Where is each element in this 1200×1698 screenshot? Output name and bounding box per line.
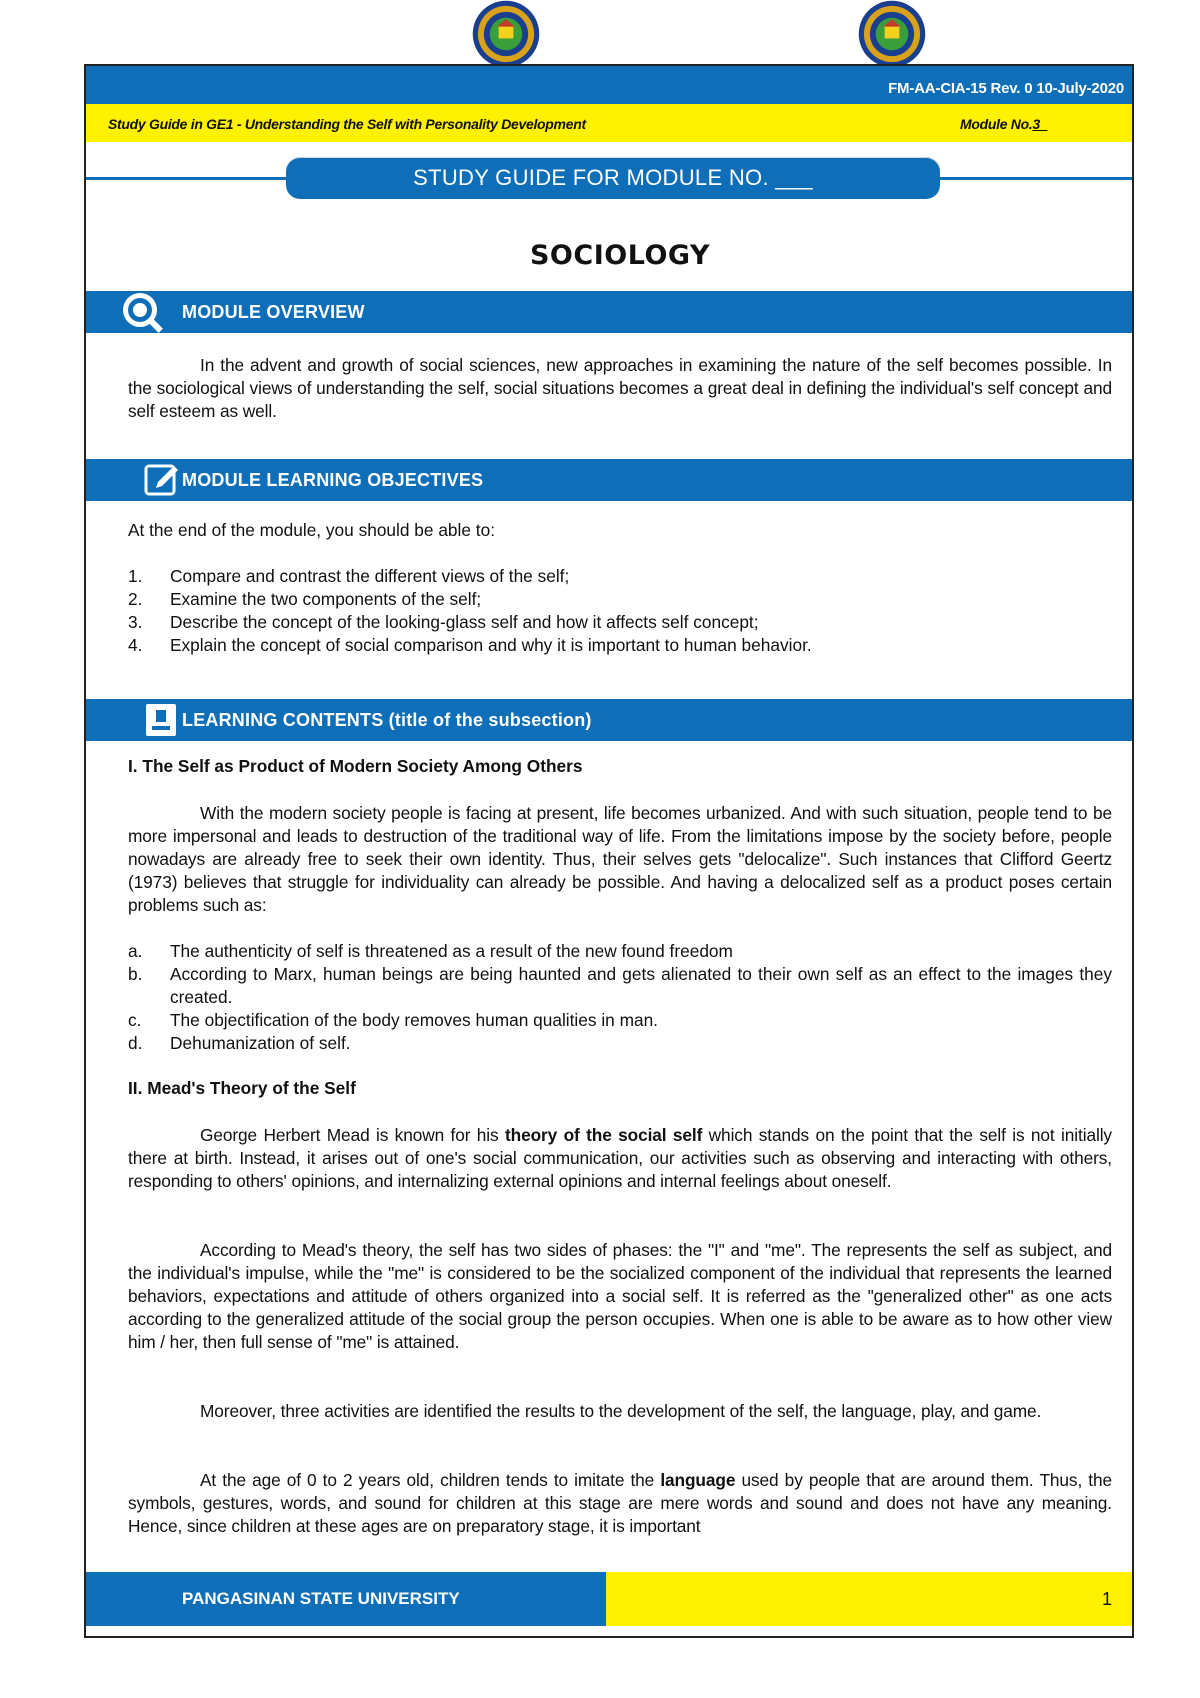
section-1-paragraph: With the modern society people is facing at present, life becomes urbanized. And with such situation, people tend to be more impersonal and leads to destruction of the traditional way of life. From the limitations impose by the society before, people nowadays are already free to seek their own identity. Thus, their selves gets "delocalize". Such instances that Clifford Geertz (1973) believes that struggle for individuality can already be possible. And having a delocalized self as a product poses certain problems such as:: [128, 803, 1112, 915]
banner-line-right: [940, 177, 1132, 180]
section-2-paragraph-3: Moreover, three activities are identified the results to the development of the self, the language, play, and game.: [200, 1401, 1042, 1421]
list-item: c. The objectification of the body removes human qualities in man.: [128, 1010, 658, 1030]
objectives-intro: At the end of the module, you should be able to:: [128, 520, 496, 540]
university-name: PANGASINAN STATE UNIVERSITY: [182, 1589, 460, 1608]
overview-paragraph: In the advent and growth of social sciences, new approaches in examining the nature of the self becomes possible. In the sociological views of understanding the self, social situations becomes a great deal in defining the individual's self concept and self esteem as well.: [128, 355, 1112, 421]
university-seal-right: [846, 0, 938, 68]
magnifier-icon: [120, 290, 170, 339]
list-item: a. The authenticity of self is threatened as a result of the new found freedom: [128, 941, 733, 961]
university-seal-left: [460, 0, 552, 68]
list-item: 3. Describe the concept of the looking-glass self and how it affects self concept;: [128, 612, 759, 632]
list-item: d. Dehumanization of self.: [128, 1033, 351, 1053]
list-item: 2. Examine the two components of the self;: [128, 589, 482, 609]
page-number: 1: [1101, 1589, 1112, 1609]
objectives-list: [128, 565, 1112, 657]
section-2-paragraph-2: According to Mead's theory, the self has two sides of phases: the "I" and "me". The represents the self as subject, and the individual's impulse, while the "me" is considered to be the socialized component of the individual that represents the learned behaviors, expectations and attitude of others organized into a social self. It is referred as the "generalized other" as one acts according to the generalized attitude of the social group the person occupies. When one is able to be aware as to how other view him / her, then full sense of "me" is attained.: [128, 1240, 1112, 1352]
form-code: FM-AA-CIA-15 Rev. 0 10-July-2020: [888, 80, 1124, 97]
study-guide-title: Study Guide in GE1 - Understanding the Self with Personality Development: [108, 116, 586, 132]
section-2-title: II. Mead's Theory of the Self: [128, 1078, 356, 1098]
list-item: 4. Explain the concept of social comparison and why it is important to human behavior.: [128, 635, 812, 655]
list-item: b. According to Marx, human beings are being haunted and gets alienated to their own self as an effect to the images they created.: [128, 964, 1112, 1007]
pencil-edit-icon: [144, 462, 180, 503]
problems-list: [128, 940, 1112, 1055]
learning-contents-heading: LEARNING CONTENTS (title of the subsection): [182, 710, 592, 730]
document-icon: [144, 702, 180, 743]
module-number: Module No.3_: [960, 116, 1048, 132]
page-title: SOCIOLOGY: [529, 240, 711, 271]
list-item: 1. Compare and contrast the different views of the self;: [128, 566, 570, 586]
banner-line-left: [86, 177, 286, 180]
learning-objectives-heading: MODULE LEARNING OBJECTIVES: [182, 470, 484, 490]
module-overview-heading: MODULE OVERVIEW: [182, 302, 365, 322]
section-2-paragraph-4: At the age of 0 to 2 years old, children tends to imitate the language used by people that are around them. Thus, the symbols, gestures, words, and sound for children at this stage are mere words and sound and does not have any meaning. Hence, since children at these ages are on preparatory stage, it is important: [128, 1470, 1112, 1536]
study-guide-banner: STUDY GUIDE FOR MODULE NO. ___: [286, 157, 940, 199]
section-1-title: I. The Self as Product of Modern Society Among Others: [128, 756, 583, 776]
section-2-paragraph-1: George Herbert Mead is known for his theory of the social self which stands on the point that the self is not initially there at birth. Instead, it arises out of one's social communication, our activities such as observing and interacting with others, responding to others' opinions, and internalizing external opinions and internal feelings about oneself.: [128, 1125, 1112, 1191]
footer-yellow-bar: [606, 1572, 1132, 1626]
